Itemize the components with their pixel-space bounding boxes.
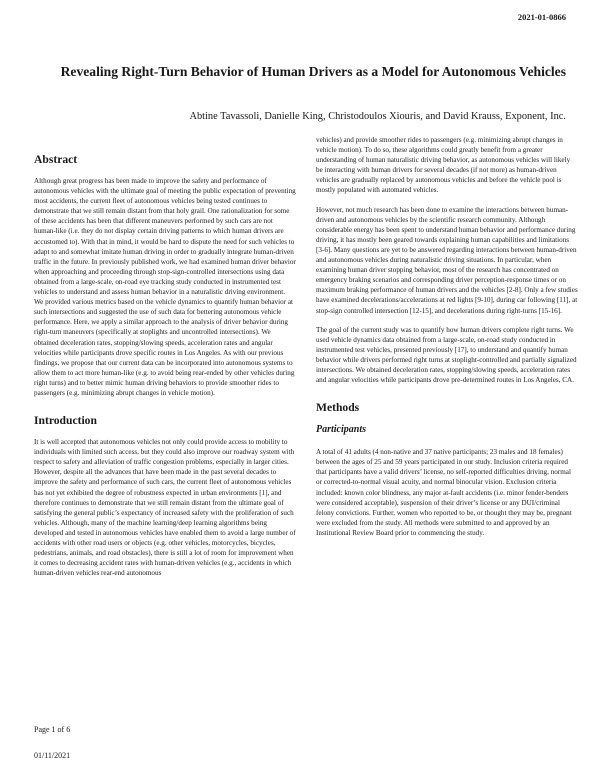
page-number: Page 1 of 6 xyxy=(34,725,71,734)
participants-text: A total of 41 adults (4 non-native and 37 native participants; 23 males and 18 females) between the ages of 25 and 59 years participated in our study. Inclusion criteria required that participants have a valid drivers’ license, no self-reported difficulties driving, normal or corrected-to-normal visual acuity, and normal binocular vision. Exclusion criteria included: known color blindness, any major at-fault accidents (i.e. minor fender-benders were considered acceptable), suspension of their driver’s license or any DUI/criminal felony convictions. Further, women who reported to be, or thought they may be, pregnant were excluded from the study. All methods were submitted to and approved by an Institutional Review Board prior to commencing the study. xyxy=(316,448,572,537)
introduction-text: It is well accepted that autonomous vehicles not only could provide access to mobility to individuals with limited such access, but they could also improve our roadway system with respect to safety and alleviation of traffic congestion problems, especially in larger cities. However, despite all the advances that have been made in the past several decades to improve the safety and performance of such cars, the current fleet of autonomous vehicles has not yet exhibited the degree of robustness expected in urban environments [1], and therefore continues to demonstrate that we still remain distant from the ultimate goal of satisfying the general public’s expectancy of increased safety with the proliferation of such vehicles. Although, many of the machine learning/deep learning algorithms being developed and tested in autonomous vehicles have enabled them to avoid a large number of accidents with other road users or objects (e.g. other vehicles, motorcycles, bicycles, pedestrians, animals, and road obstacles), there is still a lot of room for improvement when it comes to decreasing accident rates with human-driven vehicles (e.g., accidents in which human-driven vehicles rear-end autonomous xyxy=(34,438,296,578)
document-id: 2021-01-0866 xyxy=(517,12,566,22)
right-column xyxy=(316,135,578,547)
abstract-text: Although great progress has been made to improve the safety and performance of autonomous vehicles with the ultimate goal of meeting the public expectation of preventing most accidents, the current fleet of autonomous vehicles being tested continues to demonstrate that we still remain distant from that holy grail. One rationalization for some of these accidents has been that different maneuvers performed by such cars are not human-like (i.e. they do not display certain driving patterns to which human drivers are accustomed to). With that in mind, it would be hard to dispute the need for such vehicles to adapt to and somewhat imitate human driving in order to gradually integrate human-driven traffic in the future. In previously published work, we had examined human driver behavior when approaching and proceeding through stop-sign-controlled intersections using data obtained from a large-scale, on-road eye tracking study conducted in instrumented test vehicles to understand and assess human behavior in a naturalistic driving environment. We provided various metrics based on the vehicle dynamics to quantify human behavior at such intersections and suggested the use of such data for bettering autonomous vehicle performance. Here, we apply a similar approach to the analysis of driver behavior during right-turn maneuvers (specifically at stoplights and uncontrolled intersections). We obtained deceleration rates, stopping/slowing speeds, acceleration rates and angular velocities while participants drove specific routes in Los Angeles. As with our previous findings, we propose that our current data can be incorporated into autonomous systems to allow them to act more human-like (e.g. to avoid being rear-ended by other vehicles during right turns) and to better mimic human driving behaviors to provide smoother rides to passengers (e.g. minimizing abrupt changes in vehicle motion). xyxy=(34,177,296,397)
abstract-heading: Abstract xyxy=(34,153,78,166)
introduction-paragraph-2: However, not much research has been done to examine the interactions between human-driven and autonomous vehicles by the scientific research community. Although considerable energy has been spent to understand human behavior and performance during driving, it has mostly been geared towards explaining human capabilities and limitations [3-6]. Many questions are yet to be answered regarding interactions between human-driven and autonomous vehicles during naturalistic driving situations. In particular, when examining human driver stopping behavior, most of the research has concentrated on emergency braking scenarios and corresponding driver perception-response times or on maximum braking performance of human drivers and the vehicles [2-8]. Only a few studies have examined decelerations/accelerations at red lights [9-10], during car following [11], at stop-sign controlled intersection [12-15], and decelerations during right-turns [15-16]. xyxy=(316,205,578,315)
paper-title: Revealing Right-Turn Behavior of Human Drivers as a Model for Autonomous Vehicles xyxy=(60,64,566,79)
methods-heading: Methods xyxy=(316,401,360,415)
footer-date: 01/11/2021 xyxy=(34,751,71,760)
left-column xyxy=(34,153,296,587)
introduction-paragraph-3: The goal of the current study was to quantify how human drivers complete right turns. We used vehicle dynamics data obtained from a large-scale, on-road study conducted in instrumented test vehicles, presented previously [17], to understand and quantify human behavior while drivers performed right turns at stoplight-controlled and partially signalized intersections. We obtained deceleration rates, stopping/slowing speeds, acceleration rates and angular velocities while participants drove pre-determined routes in Los Angeles, CA. xyxy=(316,325,577,385)
participants-heading: Participants xyxy=(316,424,367,436)
author-list: Abtine Tavassoli, Danielle King, Christodoulos Xiouris, and David Krauss, Exponent, Inc. xyxy=(189,111,566,122)
introduction-continued-text: vehicles) and provide smoother rides to passengers (e.g. minimizing abrupt changes in vehicle motion). To do so, these algorithms could greatly benefit from a greater understanding of human naturalistic driving behavior, as autonomous vehicles will likely be interacting with human drivers for several decades (if not more) as human-driven vehicles are gradually replaced by autonomous vehicles and before the vehicle pool is mostly populated with automated vehicles. xyxy=(316,136,571,195)
introduction-heading: Introduction xyxy=(34,414,97,428)
